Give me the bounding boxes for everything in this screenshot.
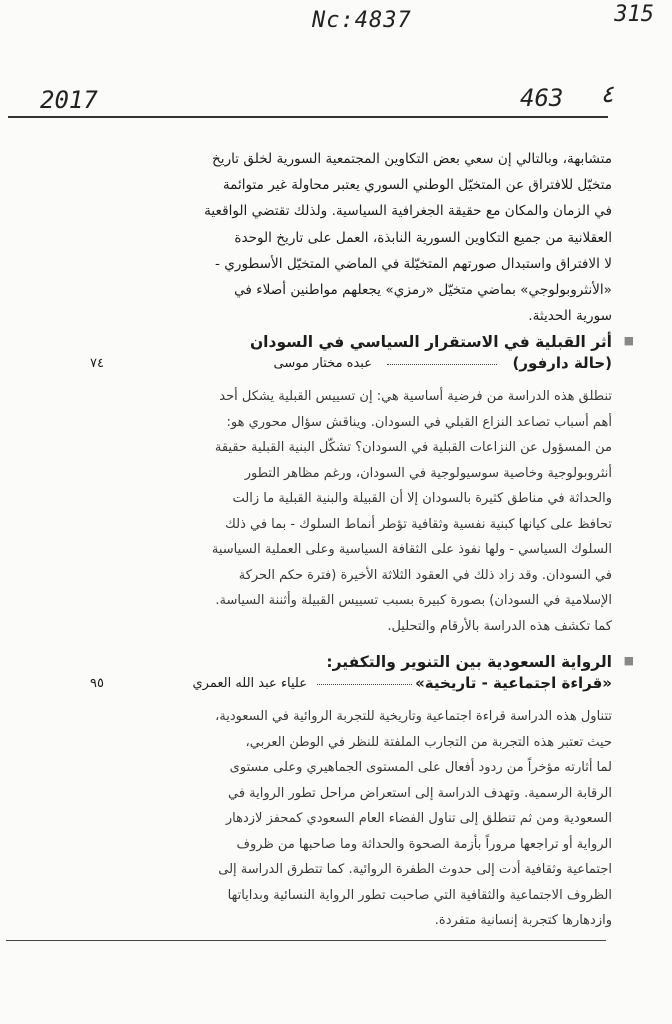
abstract-line: تتناول هذه الدراسة قراءة اجتماعية وتاريخية للتجربة الروائية في السعودية، [215, 709, 612, 724]
article-author: عبده مختار موسى [273, 356, 372, 371]
intro-paragraph [152, 146, 612, 329]
article-marker-icon: ■ [623, 654, 634, 667]
article-entry [90, 650, 634, 934]
paragraph-line: في الزمان والمكان مع حقيقة الجغرافية السياسية. ولذلك تقتضي الواقعية [204, 203, 612, 220]
abstract-line: الظروف الاجتماعية والثقافية التي صاحبت تطور الرواية النسائية وبداياتها [227, 887, 612, 903]
handwritten-issue-number: 463 [520, 84, 564, 112]
article-marker-icon: ■ [623, 334, 634, 347]
abstract-line: تحافظ على كيانها كبنية نفسية وثقافية تؤطر أنماط السلوك - بما في ذلك [225, 516, 612, 532]
article-page-number: ٧٤ [90, 356, 104, 371]
abstract-line: كما تكشف هذه الدراسة بالأرقام والتحليل. [387, 618, 612, 634]
handwritten-year: 2017 [40, 86, 98, 114]
abstract-line: لما أثارته مؤخراً من ردود أفعال على المستوى الجماهيري وعلى مستوى [229, 760, 612, 775]
article-meta [90, 674, 612, 698]
leader-dots [387, 364, 497, 365]
paragraph-line: «الأنثروبولوجي» بماضي متخيّل «رمزي» يجعلهم مواطنين أصلاء في [234, 282, 612, 299]
abstract-line: السلوك السياسي - ولها نفوذ على الثقافة السياسية وعلى العملية السياسية [211, 542, 612, 557]
footer-rule [6, 940, 606, 941]
abstract-line: اجتماعية وثقافية أدت إلى حدوث الطفرة الروائية. كما تتطرق الدراسة إلى [218, 862, 612, 877]
article-subtitle: «قراءة اجتماعية - تاريخية» [415, 674, 612, 692]
abstract-line: الإسلامية في السودان) بصورة كبيرة بسبب تسييس القبيلة وأثننة السياسة. [215, 593, 612, 608]
abstract-line: من المسؤول عن النزاعات القبلية في السودان؟ تشكّل البنية القبلية حقيقة [214, 440, 612, 455]
leader-dots [317, 684, 412, 685]
paragraph-line: متشابهة، وبالتالي إن سعي بعض التكاوين المجتمعية السورية لخلق تاريخ [212, 151, 612, 167]
handwritten-page-number: 315 [614, 2, 654, 27]
article-author: علياء عبد الله العمري [192, 676, 307, 691]
article-abstract [160, 384, 612, 639]
abstract-line: حيث تعتبر هذه التجربة من التجارب الملفتة للنظر في الوطن العربي، [245, 734, 612, 750]
abstract-line: وازدهارها كتجربة إنسانية متفردة. [434, 913, 612, 928]
paragraph-line: سورية الحديثة. [528, 308, 612, 325]
arabic-page-digit: ٤ [600, 80, 615, 108]
handwritten-catalog-note: Nc:4837 [312, 8, 412, 33]
article-abstract [160, 704, 612, 934]
article-page-number: ٩٥ [90, 676, 104, 691]
article-meta [90, 354, 612, 378]
paragraph-line: العقلانية من جميع التكاوين السورية النابذة، العمل على تاريخ الوحدة [234, 229, 612, 246]
abstract-line: السعودية ومن ثم تنطلق إلى تناول الفضاء العام السعودي كمحفز لازدهار [225, 811, 612, 826]
abstract-line: في السودان. وقد زاد ذلك في العقود الثلاثة الأخيرة (فترة حكم الحركة [238, 567, 612, 583]
article-entry [90, 330, 634, 639]
abstract-line: والحداثة في مناطق كثيرة بالسودان إلا أن القبيلة والبنية القبلية ما زالت [232, 491, 612, 506]
abstract-line: الرواية أو تراجعها مروراً بأزمة الصحوة والحداثة وما صاحبها من ظروف [236, 836, 612, 852]
abstract-line: أهم أسباب تصاعد النزاع القبلي في السودان. ويناقش سؤال محوري هو: [226, 414, 612, 430]
abstract-line: الرقابة الرسمية. وتهدف الدراسة إلى استعراض مراحل تطور الرواية في [227, 785, 612, 801]
article-title: الرواية السعودية بين التنوير والتكفير: [326, 653, 612, 671]
header-rule [8, 116, 608, 118]
article-subtitle: (حالة دارفور) [512, 354, 612, 372]
article-title: أثر القبلية في الاستقرار السياسي في السودان [249, 333, 612, 351]
paragraph-line: لا الافتراق واستبدال صورتهم المتخيّلة في الماضي المتخيّل الأسطوري - [215, 255, 612, 272]
abstract-line: أنثروبولوجية وخاصية سوسيولوجية في السودان، ورغم مظاهر التطور [244, 465, 612, 481]
paragraph-line: متخيّل للافتراق عن المتخيّل الوطني السوري يعتبر محاولة غير متوائمة [222, 177, 612, 194]
abstract-line: تنطلق هذه الدراسة من فرضية أساسية هي: إن تسييس القبلية يشكل أحد [219, 389, 612, 404]
